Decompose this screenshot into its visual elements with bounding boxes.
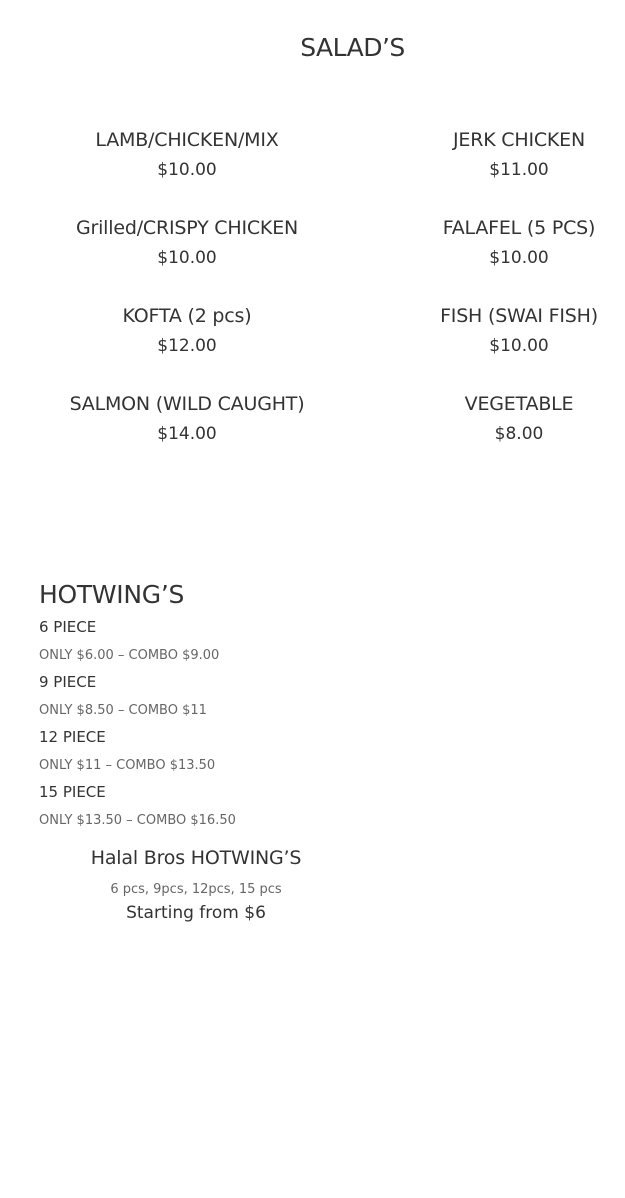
salad-item-name: VEGETABLE bbox=[464, 393, 574, 415]
salad-item-falafel[interactable] bbox=[379, 216, 625, 270]
salad-item-name: FALAFEL (5 PCS) bbox=[442, 217, 596, 239]
hotwings-item-15[interactable] bbox=[39, 782, 439, 832]
salad-item-grilled-crispy-chicken[interactable] bbox=[47, 216, 327, 270]
salad-item-jerk-chicken[interactable] bbox=[379, 128, 625, 182]
halal-bros-hotwings-item[interactable] bbox=[67, 845, 325, 924]
salad-item-lamb-chicken-mix[interactable] bbox=[47, 128, 327, 182]
salad-item-price: $8.00 bbox=[494, 424, 544, 444]
salad-item-price: $10.00 bbox=[157, 248, 217, 268]
hotwings-item-desc: ONLY $13.50 – COMBO $16.50 bbox=[39, 813, 236, 828]
salad-item-name: FISH (SWAI FISH) bbox=[440, 305, 598, 327]
salad-item-name: SALMON (WILD CAUGHT) bbox=[69, 393, 305, 415]
hotwings-item-piece: 6 PIECE bbox=[39, 618, 97, 636]
hotwings-section bbox=[39, 578, 439, 832]
salad-item-name: Grilled/CRISPY CHICKEN bbox=[75, 217, 299, 239]
hotwings-item-desc: ONLY $8.50 – COMBO $11 bbox=[39, 703, 207, 718]
halal-bros-sizes: 6 pcs, 9pcs, 12pcs, 15 pcs bbox=[110, 882, 282, 897]
hotwings-item-9[interactable] bbox=[39, 672, 439, 722]
salad-item-name: KOFTA (2 pcs) bbox=[122, 305, 252, 327]
salad-item-fish[interactable] bbox=[379, 304, 625, 358]
salad-item-price: $14.00 bbox=[157, 424, 217, 444]
hotwings-item-desc: ONLY $11 – COMBO $13.50 bbox=[39, 758, 216, 773]
salad-item-vegetable[interactable] bbox=[379, 392, 625, 446]
halal-bros-title: Halal Bros HOTWING’S bbox=[90, 847, 302, 869]
hotwings-item-6[interactable] bbox=[39, 617, 439, 667]
salad-item-name: JERK CHICKEN bbox=[452, 129, 585, 151]
hotwings-item-12[interactable] bbox=[39, 727, 439, 777]
hotwings-item-desc: ONLY $6.00 – COMBO $9.00 bbox=[39, 648, 220, 663]
hotwings-section-title: HOTWING’S bbox=[39, 580, 185, 609]
halal-bros-price: Starting from $6 bbox=[126, 903, 266, 923]
salads-section-title: SALAD’S bbox=[300, 33, 405, 62]
hotwings-item-piece: 12 PIECE bbox=[39, 728, 106, 746]
salad-item-price: $11.00 bbox=[489, 160, 549, 180]
salad-item-price: $10.00 bbox=[489, 336, 549, 356]
salad-item-name: LAMB/CHICKEN/MIX bbox=[95, 129, 279, 151]
salad-item-salmon[interactable] bbox=[47, 392, 327, 446]
hotwings-item-piece: 15 PIECE bbox=[39, 783, 106, 801]
salad-item-kofta[interactable] bbox=[47, 304, 327, 358]
hotwings-item-piece: 9 PIECE bbox=[39, 673, 97, 691]
salad-item-price: $10.00 bbox=[489, 248, 549, 268]
salad-item-price: $12.00 bbox=[157, 336, 217, 356]
salad-item-price: $10.00 bbox=[157, 160, 217, 180]
